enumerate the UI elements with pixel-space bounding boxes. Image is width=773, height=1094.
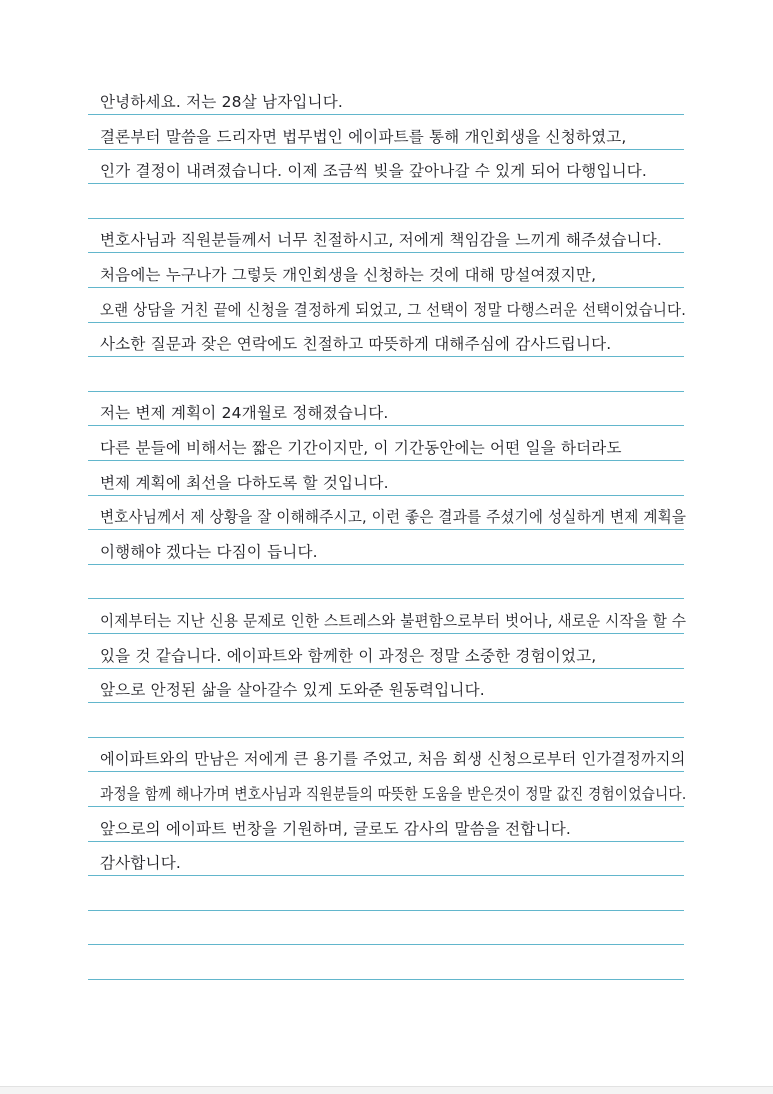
letter-line: 다른 분들에 비해서는 짧은 기간이지만, 이 기간동안에는 어떤 일을 하더라도 bbox=[100, 439, 622, 457]
ruled-line bbox=[88, 806, 684, 807]
letter-line: 안녕하세요. 저는 28살 남자입니다. bbox=[100, 93, 344, 111]
letter-line: 오랜 상담을 거친 끝에 신청을 결정하게 되었고, 그 선택이 정말 다행스러운 선택이었습니다. bbox=[100, 300, 686, 319]
letter-line: 앞으로의 에이파트 번창을 기원하며, 글로도 감사의 말씀을 전합니다. bbox=[100, 819, 571, 838]
letter-line: 변호사님께서 제 상황을 잘 이해해주시고, 이런 좋은 결과를 주셨기에 성실하게 변제 계획을 bbox=[100, 508, 687, 527]
ruled-line bbox=[88, 737, 684, 738]
letter-line: 변제 계획에 최선을 다하도록 할 것입니다. bbox=[100, 473, 389, 492]
ruled-line bbox=[88, 114, 684, 115]
ruled-line bbox=[88, 495, 684, 496]
ruled-line bbox=[88, 391, 684, 392]
letter-line: 저는 변제 계획이 24개월로 정해졌습니다. bbox=[100, 404, 389, 423]
ruled-line bbox=[88, 668, 684, 669]
letter-line: 결론부터 말씀을 드리자면 법무법인 에이파트를 통해 개인회생을 신청하였고, bbox=[100, 127, 627, 146]
ruled-line bbox=[88, 564, 684, 565]
ruled-line bbox=[88, 598, 684, 599]
ruled-line bbox=[88, 460, 684, 461]
ruled-line bbox=[88, 771, 684, 772]
ruled-line bbox=[88, 218, 684, 219]
letter-line: 처음에는 누구나가 그렇듯 개인회생을 신청하는 것에 대해 망설여졌지만, bbox=[100, 266, 597, 284]
letter-line: 인가 결정이 내려졌습니다. 이제 조금씩 빚을 갚아나갈 수 있게 되어 다행입니다. bbox=[100, 162, 648, 181]
ruled-line bbox=[88, 875, 684, 876]
letter-line: 에이파트와의 만남은 저에게 큰 용기를 주었고, 처음 회생 신청으로부터 인가결정까지의 bbox=[100, 750, 686, 769]
ruled-line bbox=[88, 702, 684, 703]
letter-line: 이행해야 겠다는 다짐이 듭니다. bbox=[100, 542, 318, 561]
ruled-line bbox=[88, 322, 684, 323]
ruled-line bbox=[88, 287, 684, 288]
ruled-line bbox=[88, 425, 684, 426]
letter-line: 이제부터는 지난 신용 문제로 인한 스트레스와 불편함으로부터 벗어나, 새로운 시작을 할 수 bbox=[100, 612, 687, 630]
ruled-line bbox=[88, 149, 684, 150]
ruled-line bbox=[88, 183, 684, 184]
ruled-line bbox=[88, 356, 684, 357]
letter-line: 있을 것 같습니다. 에이파트와 함께한 이 과정은 정말 소중한 경험이었고, bbox=[100, 646, 597, 665]
ruled-line bbox=[88, 841, 684, 842]
letter-line: 과정을 함께 해나가며 변호사님과 직원분들의 따뜻한 도움을 받은것이 정말 값진 경험이었습니다. bbox=[100, 785, 687, 803]
ruled-line bbox=[88, 979, 684, 980]
ruled-line bbox=[88, 529, 684, 530]
ruled-line bbox=[88, 944, 684, 945]
letter-line: 사소한 질문과 잦은 연락에도 친절하고 따뜻하게 대해주심에 감사드립니다. bbox=[100, 335, 612, 354]
ruled-line bbox=[88, 633, 684, 634]
letter-line: 앞으로 안정된 삶을 살아갈수 있게 도와준 원동력입니다. bbox=[100, 681, 485, 700]
ruled-line bbox=[88, 252, 684, 253]
letter-line: 변호사님과 직원분들께서 너무 친절하시고, 저에게 책임감을 느끼게 해주셨습니다. bbox=[100, 231, 663, 250]
letter-line: 감사합니다. bbox=[100, 854, 181, 873]
ruled-line bbox=[88, 910, 684, 911]
